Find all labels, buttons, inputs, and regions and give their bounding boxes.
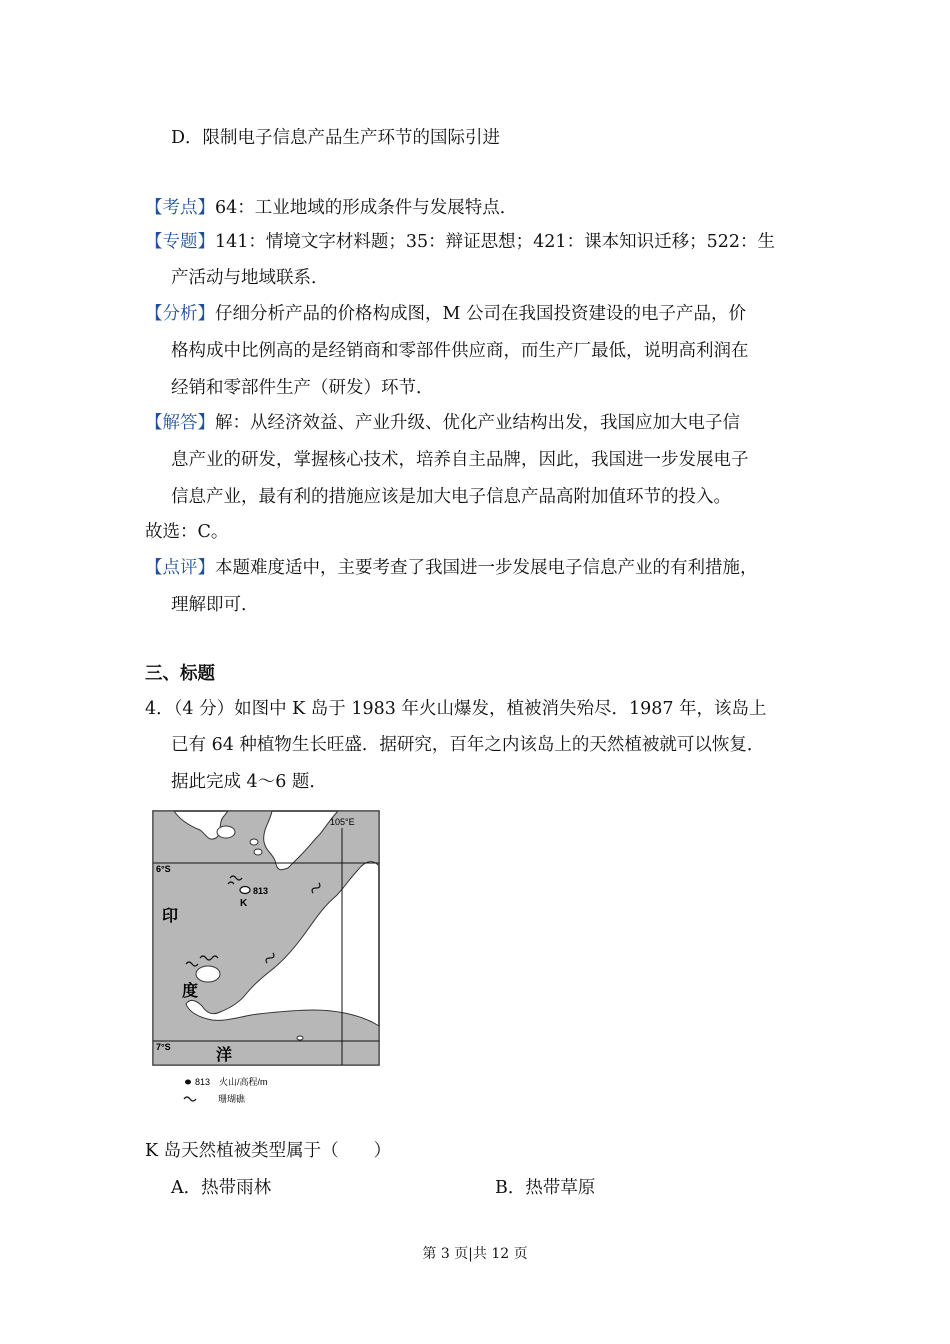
fenxi-line2: 格构成中比例高的是经销商和零部件供应商，而生产厂最低，说明高利润在	[171, 341, 749, 361]
guxuan-line: 故选：C。	[145, 522, 229, 542]
q4-line1: 4．（4 分）如图中 K 岛于 1983 年火山爆发，植被消失殆尽．1987 年，该岛上	[145, 699, 767, 719]
page-footer: 第 3 页|共 12 页	[422, 1246, 528, 1262]
ocean-char-1: 印	[162, 906, 179, 925]
dianping-line2: 理解即可．	[171, 595, 259, 615]
jieda-line3: 信息产业，最有利的措施应该是加大电子信息产品高附加值环节的投入。	[171, 487, 731, 507]
zhuanti-line2: 产活动与地域联系．	[171, 268, 329, 288]
section-title: 三、标题	[145, 664, 215, 684]
lat-label-top: 6°S	[156, 864, 171, 874]
option-a[interactable]: A．热带雨林	[171, 1178, 272, 1198]
islet-4	[196, 966, 220, 982]
ocean-char-2: 度	[182, 981, 199, 1000]
legend-reef-text: 珊瑚礁	[218, 1094, 246, 1104]
kaodian-text: 64：工业地域的形成条件与发展特点．	[215, 198, 518, 218]
k-island-map	[150, 808, 386, 1108]
island-label: K	[240, 898, 248, 909]
ocean-char-3: 洋	[216, 1045, 233, 1064]
fenxi-tag: 【分析】	[145, 304, 215, 324]
zhuanti-text1: 141：情境文字材料题；35：辩证思想；421：课本知识迁移；522：生	[215, 232, 775, 252]
legend-volcano-icon	[185, 1080, 191, 1085]
zhuanti-line1	[145, 230, 775, 254]
jieda-line1	[145, 411, 740, 435]
kaodian-tag: 【考点】	[145, 198, 215, 218]
jieda-line2: 息产业的研发，掌握核心技术，培养自主品牌，因此，我国进一步发展电子	[171, 450, 749, 470]
question-text: K 岛天然植被类型属于（ ）	[145, 1141, 392, 1161]
dianping-line1	[145, 556, 758, 580]
fenxi-text1: 仔细分析产品的价格构成图，M 公司在我国投资建设的电子产品，价	[215, 304, 746, 324]
volcano-height: 813	[253, 886, 269, 896]
legend-reef-icon	[184, 1097, 196, 1101]
k-island	[240, 887, 250, 894]
jieda-text1: 解：从经济效益、产业升级、优化产业结构出发，我国应加大电子信	[215, 413, 740, 433]
islet-3	[254, 849, 262, 855]
kaodian-line	[145, 196, 517, 220]
lat-label-bottom: 7°S	[156, 1042, 171, 1052]
jieda-tag: 【解答】	[145, 413, 215, 433]
islet-5	[297, 1036, 303, 1040]
islet-1	[217, 826, 235, 838]
option-b[interactable]: B．热带草原	[495, 1178, 596, 1198]
zhuanti-tag: 【专题】	[145, 232, 215, 252]
dianping-text1: 本题难度适中，主要考查了我国进一步发展电子信息产业的有利措施，	[215, 558, 758, 578]
option-d-text: D．限制电子信息产品生产环节的国际引进	[171, 128, 501, 148]
lon-label: 105°E	[330, 817, 355, 827]
fenxi-line1	[145, 302, 746, 326]
legend-volcano-text: 813 火山/高程/m	[195, 1077, 268, 1087]
dianping-tag: 【点评】	[145, 558, 215, 578]
q4-line3: 据此完成 4～6 题．	[171, 772, 327, 792]
fenxi-line3: 经销和零部件生产（研发）环节．	[171, 378, 434, 398]
islet-2	[250, 839, 258, 845]
q4-line2: 已有 64 种植物生长旺盛．据研究，百年之内该岛上的天然植被就可以恢复．	[171, 735, 765, 755]
